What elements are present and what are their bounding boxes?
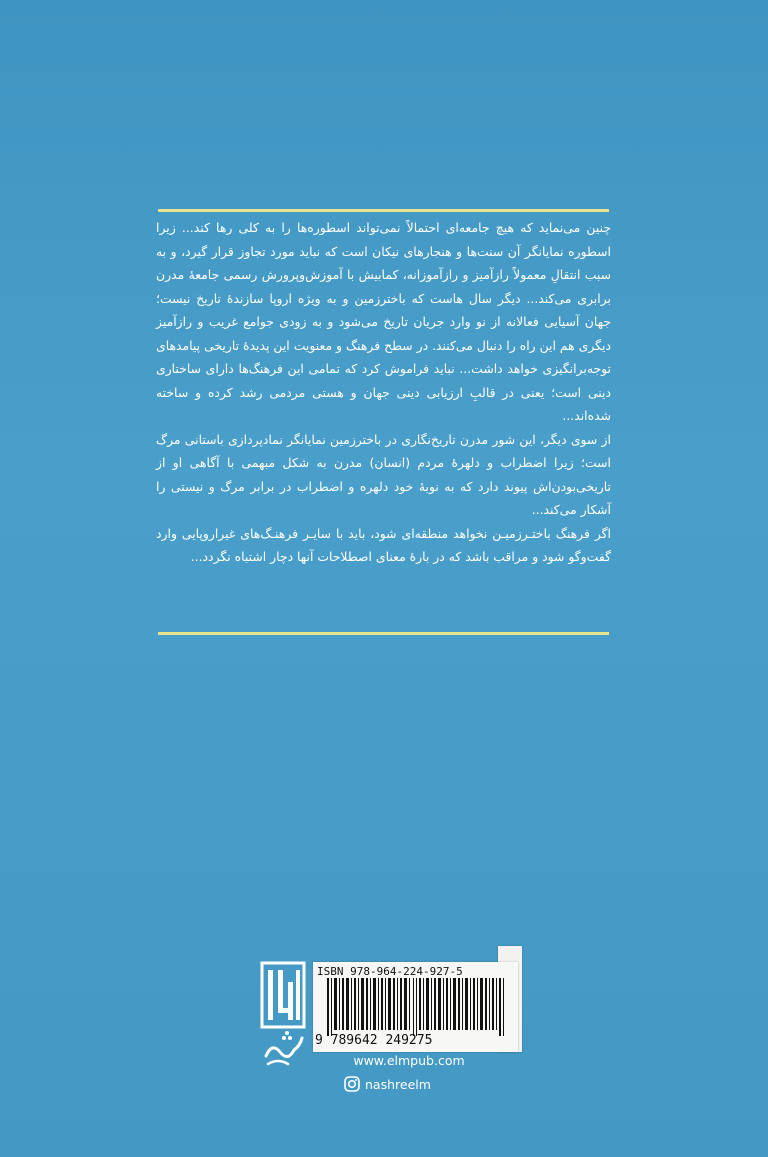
blurb-text bbox=[156, 216, 611, 628]
barcode-sticker bbox=[313, 962, 518, 1052]
blurb-paragraph-2: از سوی دیگر، این شور مدرن تاریخ‌نگاری در باخترزمین نمایانگر نمادپردازی باستانی مرگ است؛ زیرا اضطراب و دلهرهٔ مردم (انسان) مدرن به شکل مبهمی با آگاهی او از تاریخی‌بودن‌اش پیوند دارد که به نوبهٔ خود دلهره و اضطراب در برابر مرگ و نیستی را آشکار می‌کند... bbox=[156, 431, 611, 517]
social-handle-row bbox=[344, 1074, 431, 1094]
publisher-logo-icon bbox=[258, 960, 308, 1070]
social-handle: nashreelm bbox=[365, 1076, 431, 1092]
instagram-icon bbox=[344, 1076, 360, 1092]
ean-digits: 9 789642 249275 bbox=[315, 1033, 433, 1048]
top-accent-rule bbox=[158, 209, 609, 212]
barcode-icon bbox=[327, 978, 507, 1036]
blurb-paragraph-1: چنین می‌نماید که هیچ جامعه‌ای احتمالاً نمی‌تواند اسطوره‌ها را به کلی رها کند... زیرا اسطوره نمایانگر آن سنت‌ها و هنجارهای نیکان است که نباید مورد تجاوز قرار گیرد، و به سبب انتقالِ معمولاً رازآمیز و رازآموزانه، کمابیش با آموزش‌وپرورش رسمی جامعهٔ مدرن برابری می‌کند... دیگر سال هاست که باخترزمین و به ویژه اروپا سازندهٔ تاریخ نیست؛ جهان آسیایی فعالانه از نو وارد جریان تاریخ می‌شود و به زودی جوامع غریب و رازآمیز دیگری هم این راه را دنبال می‌کنند. در سطح فرهنگ و معنویت این پدیدهٔ تاریخی پیامدهای توجه‌برانگیزی خواهد داشت... نباید فراموش کرد که تمامی این فرهنگ‌ها دارای ساختاری دینی است؛ یعنی در قالبِ ارزیابی دینی جهان و هستی مردمی رشد کرده و ساخته شده‌اند... bbox=[156, 220, 611, 423]
isbn-label: ISBN 978-964-224-927-5 bbox=[317, 965, 463, 978]
bottom-accent-rule bbox=[158, 632, 609, 635]
blurb-paragraph-3: اگر فرهنگ باختـرزمیـن نخواهد منطقه‌ای شود، باید با سایـر فرهنـگ‌های غیراروپایی وارد گفت‌وگو شود و مراقب باشد که در بارهٔ معنای اصطلاحات آنها دچار اشتباه نگردد... bbox=[156, 525, 611, 564]
publisher-website: www.elmpub.com bbox=[353, 1053, 465, 1068]
